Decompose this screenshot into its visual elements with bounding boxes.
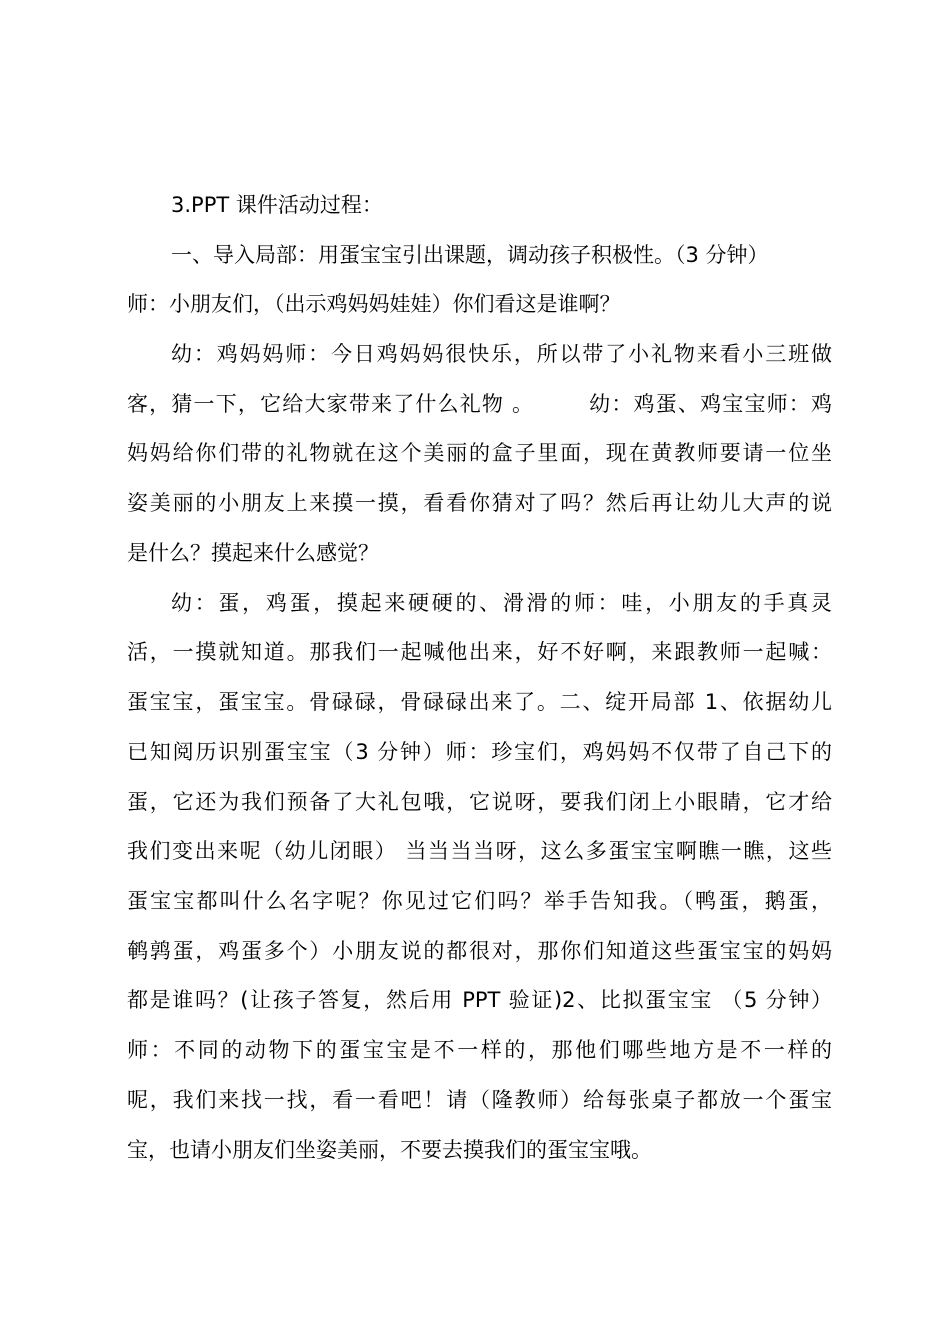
paragraph-line: 宝，也请小朋友们坐姿美丽，不要去摸我们的蛋宝宝哦。 — [127, 1138, 652, 1162]
paragraph-line: 蛋，它还为我们预备了大礼包哦，它说呀，要我们闭上小眼睛，它才给 — [127, 790, 832, 814]
paragraph-line: 师：小朋友们，（出示鸡妈妈娃娃）你们看这是谁啊？ — [127, 292, 621, 316]
paragraph-line: 妈妈给你们带的礼物就在这个美丽的盒子里面，现在黄教师要请一位坐 — [127, 441, 832, 465]
paragraph-line: 活，一摸就知道。那我们一起喊他出来，好不好啊，来跟教师一起喊： — [127, 640, 832, 664]
paragraph-line: 都是谁吗？(让孩子答复，然后用 PPT 验证)2、比拟蛋宝宝 （5 分钟） — [127, 988, 832, 1012]
paragraph-line: 蛋宝宝都叫什么名字呢？你见过它们吗？举手告知我。（鸭蛋，鹅蛋， — [127, 889, 832, 913]
paragraph-line: 3.PPT 课件活动过程： — [171, 193, 383, 217]
paragraph-line: 呢，我们来找一找，看一看吧！请（隆教师）给每张桌子都放一个蛋宝 — [127, 1088, 832, 1112]
paragraph-line: 蛋宝宝，蛋宝宝。骨碌碌，骨碌碌出来了。二、绽开局部 1、依据幼儿 — [127, 690, 832, 714]
paragraph-line: 我们变出来呢（幼儿闭眼） 当当当当呀，这么多蛋宝宝啊瞧一瞧，这些 — [127, 839, 832, 863]
paragraph-line: 是什么？摸起来什么感觉？ — [127, 541, 379, 565]
paragraph-line: 一、导入局部：用蛋宝宝引出课题，调动孩子积极性。（3 分钟） — [171, 243, 769, 267]
paragraph-line: 姿美丽的小朋友上来摸一摸，看看你猜对了吗？然后再让幼儿大声的说 — [127, 491, 832, 515]
paragraph-line: 客，猜一下，它给大家带来了什么礼物 。 幼：鸡蛋、鸡宝宝师：鸡 — [127, 392, 832, 416]
paragraph-line: 幼：蛋，鸡蛋，摸起来硬硬的、滑滑的师：哇，小朋友的手真灵 — [171, 591, 832, 615]
paragraph-line: 幼：鸡妈妈师：今日鸡妈妈很快乐，所以带了小礼物来看小三班做 — [171, 342, 832, 366]
paragraph-line: 师：不同的动物下的蛋宝宝是不一样的，那他们哪些地方是不一样的 — [127, 1038, 832, 1062]
paragraph-line: 已知阅历识别蛋宝宝（3 分钟）师：珍宝们，鸡妈妈不仅带了自己下的 — [127, 740, 832, 764]
paragraph-line: 鹌鹑蛋，鸡蛋多个）小朋友说的都很对，那你们知道这些蛋宝宝的妈妈 — [127, 939, 832, 963]
